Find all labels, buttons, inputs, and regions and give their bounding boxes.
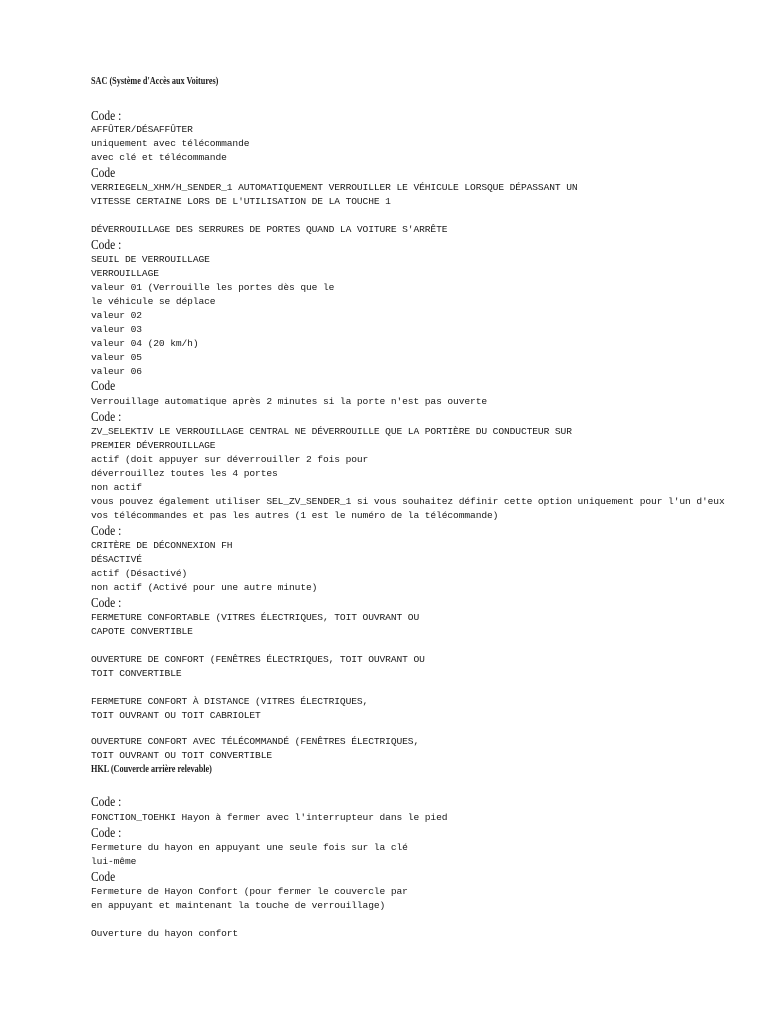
document-line: actif (Désactivé) (91, 568, 188, 579)
document-line: TOIT CONVERTIBLE (91, 668, 182, 679)
document-line: TOIT OUVRANT OU TOIT CABRIOLET (91, 710, 261, 721)
code-label: Code : (91, 238, 122, 253)
document-line: vos télécommandes et pas les autres (1 est le numéro de la télécommande) (91, 510, 499, 521)
document-line: VERROUILLAGE (91, 268, 159, 279)
code-label: Code (91, 379, 116, 394)
code-label: Code : (91, 524, 122, 539)
code-label: Code : (91, 410, 122, 425)
document-line: non actif (Activé pour une autre minute) (91, 582, 318, 593)
document-line: vous pouvez également utiliser SEL_ZV_SENDER_1 si vous souhaitez définir cette option uniquement pour l'un d'eux (91, 496, 725, 507)
document-line: SEUIL DE VERROUILLAGE (91, 254, 210, 265)
document-line: valeur 06 (91, 366, 142, 377)
document-line: ZV_SELEKTIV LE VERROUILLAGE CENTRAL NE DÉVERROUILLE QUE LA PORTIÈRE DU CONDUCTEUR SUR (91, 426, 572, 437)
section-heading: HKL (Couvercle arrière relevable) (91, 764, 212, 775)
document-line: FERMETURE CONFORT À DISTANCE (VITRES ÉLECTRIQUES, (91, 696, 369, 707)
document-line: valeur 01 (Verrouille les portes dès que le (91, 282, 335, 293)
document-line: valeur 02 (91, 310, 142, 321)
document-line: TOIT OUVRANT OU TOIT CONVERTIBLE (91, 750, 273, 761)
document-line: VITESSE CERTAINE LORS DE L'UTILISATION DE LA TOUCHE 1 (91, 196, 391, 207)
document-line: Verrouillage automatique après 2 minutes si la porte n'est pas ouverte (91, 396, 488, 407)
document-line: OUVERTURE DE CONFORT (FENÊTRES ÉLECTRIQUES, TOIT OUVRANT OU (91, 654, 425, 665)
document-title: SAC (Système d'Accès aux Voitures) (91, 76, 219, 87)
document-line: CRITÈRE DE DÉCONNEXION FH (91, 540, 233, 551)
document-line: déverrouillez toutes les 4 portes (91, 468, 278, 479)
document-line: avec clé et télécommande (91, 152, 227, 163)
code-label: Code : (91, 795, 122, 810)
document-line: OUVERTURE CONFORT AVEC TÉLÉCOMMANDÉ (FENÊTRES ÉLECTRIQUES, (91, 736, 420, 747)
code-label: Code : (91, 109, 122, 124)
document-line: en appuyant et maintenant la touche de verrouillage) (91, 900, 386, 911)
document-line: actif (doit appuyer sur déverrouiller 2 fois pour (91, 454, 369, 465)
document-line: Fermeture de Hayon Confort (pour fermer le couvercle par (91, 886, 408, 897)
document-line: lui-même (91, 856, 137, 867)
document-line: CAPOTE CONVERTIBLE (91, 626, 193, 637)
document-line: non actif (91, 482, 142, 493)
document-line: FONCTION_TOEHKI Hayon à fermer avec l'interrupteur dans le pied (91, 812, 448, 823)
document-line: valeur 03 (91, 324, 142, 335)
document-line: Fermeture du hayon en appuyant une seule fois sur la clé (91, 842, 408, 853)
document-line: le véhicule se déplace (91, 296, 216, 307)
document-line: FERMETURE CONFORTABLE (VITRES ÉLECTRIQUES, TOIT OUVRANT OU (91, 612, 420, 623)
code-label: Code (91, 870, 116, 885)
document-line: DÉSACTIVÉ (91, 554, 142, 565)
document-line: valeur 04 (20 km/h) (91, 338, 199, 349)
code-label: Code (91, 166, 116, 181)
document-line: DÉVERROUILLAGE DES SERRURES DE PORTES QUAND LA VOITURE S'ARRÊTE (91, 224, 448, 235)
document-line: Ouverture du hayon confort (91, 928, 239, 939)
document-line: AFFÛTER/DÉSAFFÛTER (91, 124, 193, 135)
code-label: Code : (91, 826, 122, 841)
document-line: VERRIEGELN_XHM/H_SENDER_1 AUTOMATIQUEMENT VERROUILLER LE VÉHICULE LORSQUE DÉPASSANT UN (91, 182, 578, 193)
document-line: uniquement avec télécommande (91, 138, 250, 149)
code-label: Code : (91, 596, 122, 611)
document-line: valeur 05 (91, 352, 142, 363)
document-line: PREMIER DÉVERROUILLAGE (91, 440, 216, 451)
